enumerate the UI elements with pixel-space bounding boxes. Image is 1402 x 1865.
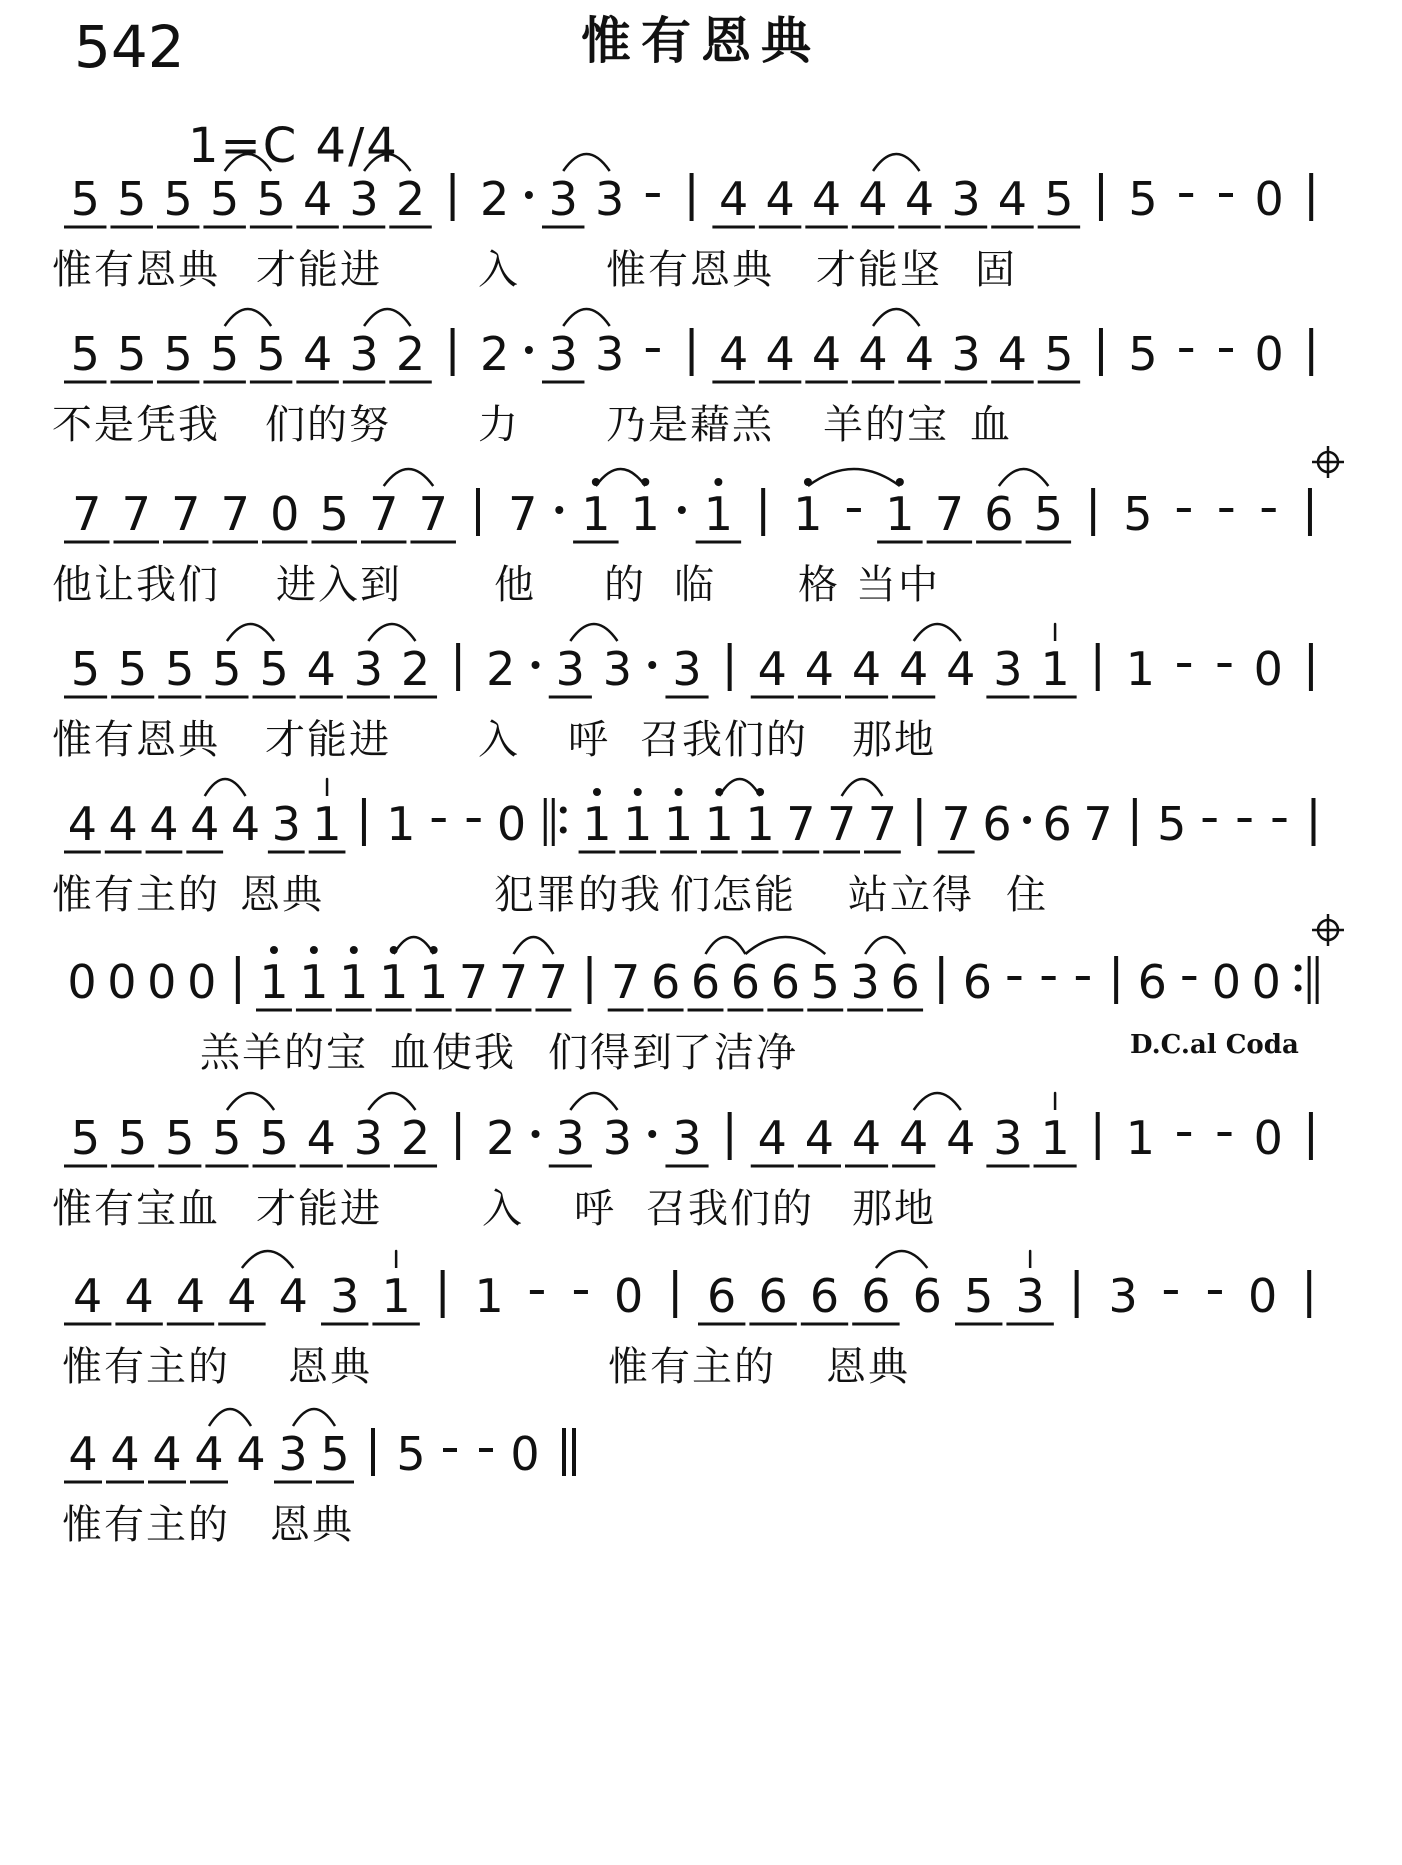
note: 2 <box>395 172 426 226</box>
note: 0 <box>187 955 217 1009</box>
slur <box>368 624 415 641</box>
slur <box>876 1251 927 1268</box>
repeat-dot <box>1295 985 1302 992</box>
note: 5 <box>259 1111 289 1165</box>
note: 4 <box>904 172 935 226</box>
slur <box>563 309 609 326</box>
note: 5 <box>319 487 349 541</box>
lyric: 惟有恩典 <box>52 247 220 293</box>
note: 3 <box>548 327 578 381</box>
note: 2 <box>400 642 431 696</box>
high-octave-dot <box>350 946 358 954</box>
note: 4 <box>175 1269 206 1323</box>
slur <box>719 779 760 796</box>
note: 4 <box>108 797 138 851</box>
note: 6 <box>707 1269 737 1323</box>
note: 6 <box>912 1269 942 1323</box>
note: 4 <box>946 642 976 696</box>
note: 6 <box>730 955 761 1009</box>
note: 4 <box>306 1111 336 1165</box>
note: 6 <box>758 1269 788 1323</box>
lyric: 才能进 <box>256 1186 382 1232</box>
note: 3 <box>672 1111 702 1165</box>
augmentation-dot <box>555 506 563 514</box>
note: 3 <box>555 1111 585 1165</box>
note: 4 <box>278 1269 308 1323</box>
note: 7 <box>867 797 898 851</box>
note: 3 <box>993 642 1023 696</box>
lyric: 那地 <box>852 1186 936 1232</box>
note: 3 <box>672 642 702 696</box>
note: 5 <box>259 642 289 696</box>
note: 7 <box>786 797 816 851</box>
note: 1 <box>339 955 369 1009</box>
lyric: 们怎能 <box>670 872 796 918</box>
augmentation-dot <box>1023 816 1031 824</box>
augmentation-dot <box>525 346 533 354</box>
slur <box>293 1409 335 1426</box>
note: 0 <box>147 955 177 1009</box>
note: 4 <box>302 172 333 226</box>
slur <box>865 937 905 954</box>
augmentation-dot <box>648 1130 656 1138</box>
slur <box>808 469 900 486</box>
note: 2 <box>479 327 510 381</box>
note: 1 <box>745 797 775 851</box>
note: 6 <box>861 1269 891 1323</box>
note: 2 <box>395 327 426 381</box>
augmentation-dot <box>532 1130 540 1138</box>
note: 7 <box>826 797 857 851</box>
note: 7 <box>72 487 102 541</box>
lyric: 恩典 <box>240 872 324 918</box>
note: 1 <box>885 487 915 541</box>
lyric: 惟有主的 <box>62 1502 230 1548</box>
note: 5 <box>256 327 286 381</box>
note: 3 <box>1108 1269 1138 1323</box>
note: 1 <box>582 797 612 851</box>
lyric: 们的努 <box>265 402 391 448</box>
note: 5 <box>1128 327 1158 381</box>
lyric: 了洁净 <box>672 1030 798 1076</box>
note: 5 <box>163 172 193 226</box>
note: 4 <box>68 1427 98 1481</box>
slur <box>999 469 1048 486</box>
note: 5 <box>1123 487 1153 541</box>
hymn-number: 542 <box>74 13 185 81</box>
note: 5 <box>70 1111 101 1165</box>
high-octave-dot <box>714 478 722 486</box>
note: 1 <box>474 1269 504 1323</box>
note: 4 <box>67 797 98 851</box>
note: 5 <box>117 172 147 226</box>
high-octave-dot <box>593 788 601 796</box>
augmentation-dot <box>532 661 540 669</box>
slur <box>225 154 271 171</box>
lyric: 犯罪的我 <box>494 872 662 918</box>
note: 4 <box>804 1111 835 1165</box>
note: 2 <box>479 172 510 226</box>
note: 5 <box>165 1111 195 1165</box>
slur <box>364 154 410 171</box>
note: 7 <box>369 487 399 541</box>
note: 4 <box>149 797 179 851</box>
slur <box>205 779 246 796</box>
note: 7 <box>934 487 965 541</box>
lyric: 当中 <box>856 562 940 608</box>
note: 3 <box>353 1111 383 1165</box>
note: 5 <box>1044 327 1074 381</box>
note: 0 <box>67 955 97 1009</box>
note: 5 <box>1033 487 1063 541</box>
note: 4 <box>190 797 220 851</box>
note: 7 <box>498 955 529 1009</box>
lyric: 临 <box>674 562 716 608</box>
slur <box>842 779 883 796</box>
augmentation-dot <box>648 661 656 669</box>
note: 4 <box>811 327 842 381</box>
note: 4 <box>306 642 336 696</box>
lyric: 不是凭我 <box>52 402 220 448</box>
lyric: 羔羊的宝 <box>200 1030 368 1076</box>
note: 4 <box>236 1427 266 1481</box>
note: 5 <box>210 172 240 226</box>
lyric: 那地 <box>852 717 936 763</box>
note: 5 <box>118 642 148 696</box>
note: 4 <box>851 642 882 696</box>
note: 7 <box>418 487 448 541</box>
note: 4 <box>997 172 1028 226</box>
lyric: 惟有宝血 <box>52 1186 220 1232</box>
lyric: 住 <box>1006 872 1048 918</box>
key-signature: 1=C 4/4 <box>188 118 399 174</box>
note: 1 <box>259 955 289 1009</box>
note: 4 <box>811 172 842 226</box>
lyric: 他 <box>494 562 536 608</box>
note: 1 <box>1040 1111 1070 1165</box>
lyric: 惟有主的 <box>62 1344 230 1390</box>
note: 3 <box>993 1111 1023 1165</box>
slur <box>873 309 919 326</box>
note: 4 <box>230 797 261 851</box>
note: 1 <box>1125 642 1156 696</box>
lyric: 惟有主的 <box>608 1344 776 1390</box>
note: 5 <box>964 1269 994 1323</box>
note: 4 <box>858 172 888 226</box>
high-octave-dot <box>310 946 318 954</box>
lyric: 入 <box>482 1186 524 1232</box>
lyric: 恩典 <box>826 1344 910 1390</box>
note: 0 <box>614 1269 644 1323</box>
note: 3 <box>555 642 585 696</box>
note: 4 <box>718 172 749 226</box>
note: 0 <box>270 487 300 541</box>
slur <box>227 1093 274 1110</box>
lyric: 格 <box>798 562 840 608</box>
note: 6 <box>1042 797 1072 851</box>
note: 4 <box>194 1427 224 1481</box>
note: 6 <box>770 955 800 1009</box>
lyric: 血 <box>970 402 1012 448</box>
slur <box>914 1093 961 1110</box>
note: 3 <box>548 172 578 226</box>
slur <box>225 309 271 326</box>
repeat-dot <box>560 807 567 814</box>
lyric: 召我们的 <box>646 1186 814 1232</box>
lyric: 力 <box>478 402 520 448</box>
note: 1 <box>299 955 329 1009</box>
note: 1 <box>704 797 734 851</box>
note: 6 <box>982 797 1012 851</box>
note: 0 <box>496 797 527 851</box>
note: 1 <box>581 487 611 541</box>
note: 4 <box>997 327 1028 381</box>
lyric: 呼 <box>568 717 610 763</box>
note: 0 <box>1211 955 1242 1009</box>
note: 6 <box>984 487 1014 541</box>
note: 6 <box>890 955 920 1009</box>
note: 6 <box>650 955 681 1009</box>
note: 4 <box>73 1269 103 1323</box>
note: 3 <box>602 1111 633 1165</box>
note: 1 <box>1040 642 1070 696</box>
note: 3 <box>353 642 383 696</box>
note: 2 <box>486 642 516 696</box>
lyric: 恩典 <box>270 1502 354 1548</box>
lyric: 血使我 <box>390 1030 516 1076</box>
lyric: 召我们的 <box>640 717 808 763</box>
lyric: 入 <box>478 247 520 293</box>
note: 1 <box>630 487 660 541</box>
note: 4 <box>765 327 795 381</box>
note: 3 <box>595 327 625 381</box>
song-title: 惟有恩典 <box>581 11 821 70</box>
lyric: 惟有主的 <box>52 872 220 918</box>
lyric: 进入到 <box>276 562 402 608</box>
note: 7 <box>508 487 538 541</box>
note: 3 <box>278 1427 308 1481</box>
note: 6 <box>809 1269 840 1323</box>
note: 5 <box>210 327 240 381</box>
note: 0 <box>510 1427 540 1481</box>
slur <box>227 624 274 641</box>
note: 7 <box>171 487 201 541</box>
note: 5 <box>70 642 101 696</box>
slur <box>570 1093 617 1110</box>
note: 0 <box>1254 172 1284 226</box>
note: 3 <box>349 327 379 381</box>
note: 0 <box>107 955 137 1009</box>
slur <box>368 1093 415 1110</box>
note: 4 <box>110 1427 140 1481</box>
slur <box>563 154 609 171</box>
note: 5 <box>810 955 840 1009</box>
lyric: 的 <box>604 562 646 608</box>
note: 4 <box>124 1269 154 1323</box>
high-octave-dot <box>270 946 278 954</box>
note: 0 <box>1251 955 1281 1009</box>
note: 5 <box>70 327 100 381</box>
note: 5 <box>1044 172 1074 226</box>
note: 2 <box>486 1111 516 1165</box>
lyric: 他让我们 <box>52 562 220 608</box>
note: 0 <box>1253 1111 1283 1165</box>
note: 4 <box>152 1427 182 1481</box>
note: 5 <box>1128 172 1158 226</box>
lyric: 恩典 <box>288 1344 372 1390</box>
note: 3 <box>330 1269 360 1323</box>
note: 7 <box>458 955 489 1009</box>
augmentation-dot <box>525 191 533 199</box>
note: 1 <box>1125 1111 1156 1165</box>
slur <box>873 154 919 171</box>
slur <box>394 937 434 954</box>
note: 1 <box>312 797 342 851</box>
note: 3 <box>951 327 981 381</box>
note: 4 <box>765 172 795 226</box>
note: 4 <box>227 1269 257 1323</box>
slur <box>364 309 410 326</box>
note: 5 <box>163 327 193 381</box>
note: 1 <box>386 797 416 851</box>
high-octave-dot <box>634 788 642 796</box>
high-octave-dot <box>675 788 683 796</box>
note: 3 <box>951 172 981 226</box>
slur <box>513 937 553 954</box>
lyric: 才能坚 <box>816 247 942 293</box>
note: 7 <box>1083 797 1113 851</box>
note: 5 <box>165 642 195 696</box>
slur <box>242 1251 293 1268</box>
note: 4 <box>904 327 935 381</box>
slur <box>745 937 825 954</box>
dc-al-coda-marking: D.C.al Coda <box>1130 1030 1299 1060</box>
note: 3 <box>602 642 633 696</box>
slur <box>596 469 645 486</box>
note: 4 <box>899 1111 929 1165</box>
repeat-dot <box>560 827 567 834</box>
note: 7 <box>121 487 151 541</box>
note: 7 <box>611 955 641 1009</box>
note: 5 <box>396 1427 426 1481</box>
note: 1 <box>793 487 823 541</box>
note: 1 <box>663 797 694 851</box>
note: 1 <box>623 797 653 851</box>
note: 5 <box>320 1427 350 1481</box>
note: 7 <box>941 797 971 851</box>
lyric: 乃是藉羔 <box>606 402 774 448</box>
note: 5 <box>118 1111 148 1165</box>
lyric: 惟有恩典 <box>606 247 774 293</box>
note: 5 <box>117 327 147 381</box>
note: 1 <box>379 955 409 1009</box>
lyric: 入 <box>478 717 520 763</box>
slur <box>384 469 433 486</box>
slur <box>914 624 961 641</box>
augmentation-dot <box>678 506 686 514</box>
note: 3 <box>349 172 379 226</box>
note: 4 <box>851 1111 882 1165</box>
note: 5 <box>212 1111 242 1165</box>
lyric: 才能进 <box>265 717 391 763</box>
note: 0 <box>1253 642 1283 696</box>
note: 6 <box>1137 955 1167 1009</box>
lyric: 才能进 <box>256 247 382 293</box>
note: 2 <box>400 1111 431 1165</box>
lyric: 固 <box>975 247 1017 293</box>
note: 3 <box>850 955 880 1009</box>
note: 1 <box>381 1269 411 1323</box>
repeat-dot <box>1295 965 1302 972</box>
lyric: 惟有恩典 <box>52 717 220 763</box>
note: 4 <box>757 642 787 696</box>
note: 4 <box>804 642 835 696</box>
note: 7 <box>538 955 569 1009</box>
note: 5 <box>212 642 242 696</box>
note: 6 <box>962 955 992 1009</box>
slur <box>209 1409 251 1426</box>
note: 1 <box>419 955 449 1009</box>
note: 0 <box>1248 1269 1278 1323</box>
slur <box>570 624 617 641</box>
note: 3 <box>595 172 625 226</box>
lyric: 羊的宝 <box>823 402 949 448</box>
note: 4 <box>718 327 749 381</box>
note: 3 <box>271 797 301 851</box>
note: 3 <box>1015 1269 1045 1323</box>
note: 7 <box>220 487 250 541</box>
note: 0 <box>1254 327 1284 381</box>
note: 5 <box>256 172 286 226</box>
lyric: 们得到 <box>548 1030 674 1076</box>
lyric: 站立得 <box>848 872 974 918</box>
note: 4 <box>946 1111 976 1165</box>
lyric: 呼 <box>574 1186 616 1232</box>
note: 6 <box>690 955 721 1009</box>
note: 5 <box>1157 797 1187 851</box>
note: 5 <box>70 172 100 226</box>
note: 4 <box>757 1111 787 1165</box>
slur <box>706 937 746 954</box>
note: 1 <box>703 487 734 541</box>
note: 4 <box>302 327 333 381</box>
note: 4 <box>899 642 929 696</box>
note: 4 <box>858 327 888 381</box>
